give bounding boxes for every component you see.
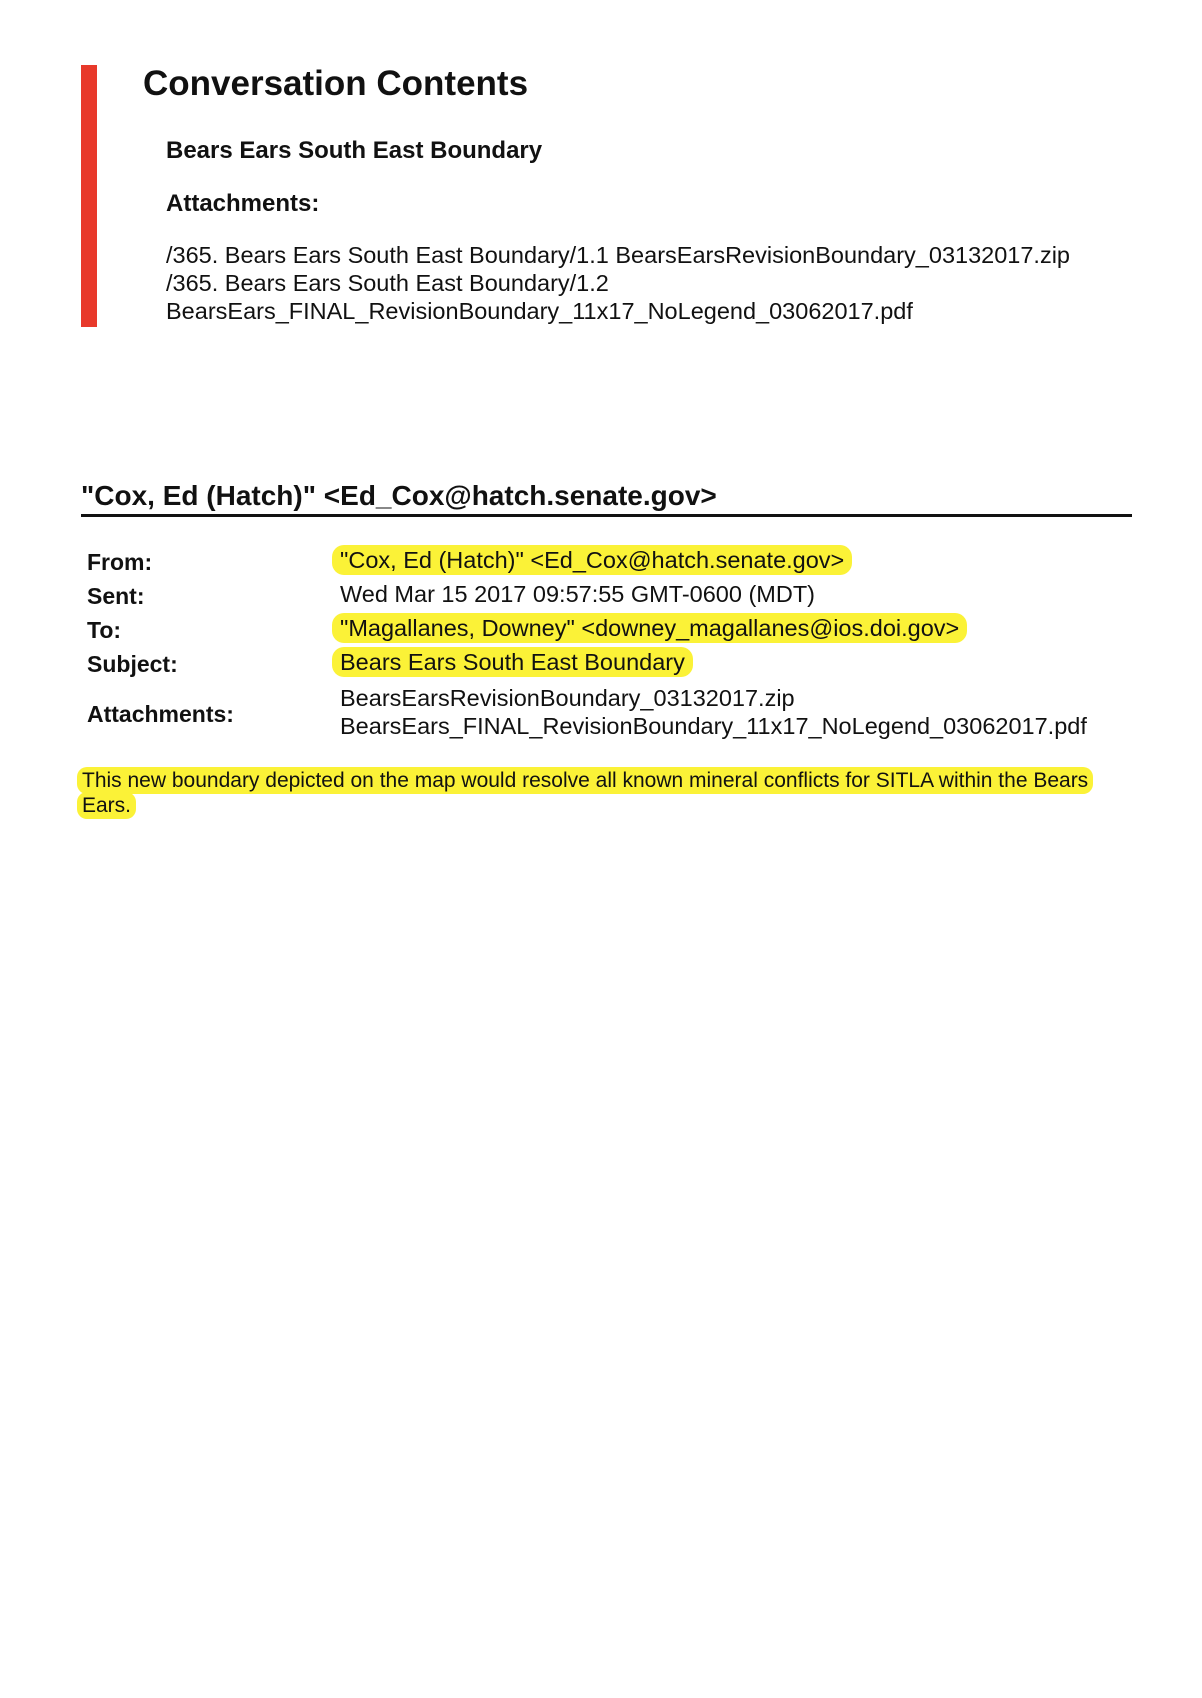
attachments-label: Attachments: bbox=[87, 701, 234, 727]
header-divider bbox=[81, 514, 1132, 517]
attachment-path-line: BearsEars_FINAL_RevisionBoundary_11x17_NoLegend_03062017.pdf bbox=[166, 298, 913, 324]
from-value bbox=[340, 547, 852, 574]
attachment-file: BearsEarsRevisionBoundary_03132017.zip bbox=[340, 685, 795, 711]
to-label: To: bbox=[87, 617, 122, 643]
subject-value-text: Bears Ears South East Boundary bbox=[332, 647, 693, 677]
conversation-title: Conversation Contents bbox=[143, 64, 529, 103]
sent-label: Sent: bbox=[87, 583, 145, 609]
subject-label: Subject: bbox=[87, 651, 178, 677]
to-value bbox=[340, 615, 967, 642]
conversation-attachments-list bbox=[166, 241, 1070, 325]
attachment-path-line: /365. Bears Ears South East Boundary/1.2 bbox=[166, 270, 609, 296]
conversation-attachments-label: Attachments: bbox=[166, 190, 320, 217]
sent-value: Wed Mar 15 2017 09:57:55 GMT-0600 (MDT) bbox=[340, 581, 816, 607]
attachments-value bbox=[340, 684, 1087, 740]
message-body-text: This new boundary depicted on the map would resolve all known mineral conflicts for SITLA within the Bears Ears. bbox=[77, 767, 1093, 819]
accent-bar bbox=[81, 65, 97, 327]
attachment-path-line: /365. Bears Ears South East Boundary/1.1 BearsEarsRevisionBoundary_03132017.zip bbox=[166, 242, 1071, 268]
attachment-file: BearsEars_FINAL_RevisionBoundary_11x17_NoLegend_03062017.pdf bbox=[340, 713, 1087, 739]
subject-value bbox=[340, 649, 693, 676]
to-value-text: "Magallanes, Downey" <downey_magallanes@ios.doi.gov> bbox=[332, 613, 967, 643]
sender-header: "Cox, Ed (Hatch)" <Ed_Cox@hatch.senate.gov> bbox=[81, 480, 717, 511]
from-label: From: bbox=[87, 549, 153, 575]
conversation-subject: Bears Ears South East Boundary bbox=[166, 137, 543, 164]
from-value-text: "Cox, Ed (Hatch)" <Ed_Cox@hatch.senate.gov> bbox=[332, 545, 852, 575]
message-body bbox=[77, 768, 1117, 818]
